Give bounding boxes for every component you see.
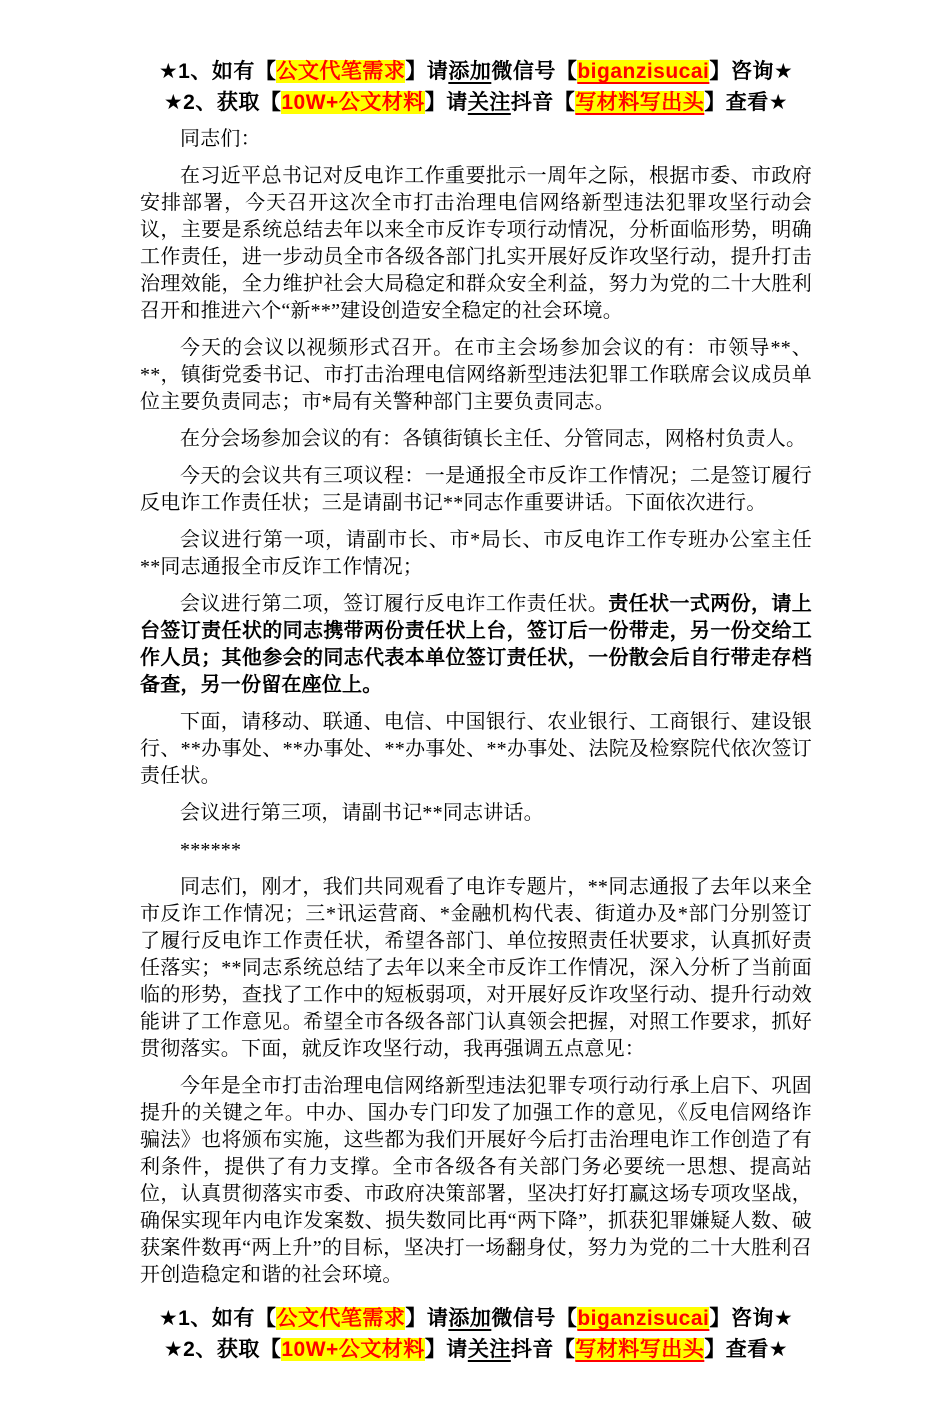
text-run: 在习近平总书记对反电诈工作重要批示一周年之际，根据市委、市政府安排部署，今天召开这次全市打击治理电信网络新型违法犯罪攻坚行动会议，主要是系统总结去年以来全市反诈专项行动情况，分析面临形势，明确工作责任，进一步动员全市各级各部门扎实开展好反诈攻坚行动，提升打击治理效能，全力维护社会大局稳定和群众安全利益，努力为党的二十大胜利召开和推进六个“新**”建设创造安全稳定的社会环境。 bbox=[140, 165, 812, 322]
text-run: 10W+公文材料 bbox=[281, 91, 425, 114]
text-run: 会议进行第一项，请副市长、市*局长、市反电诈工作专班办公室主任**同志通报全市反诈工作情况； bbox=[140, 529, 812, 578]
text-run: 今天的会议以视频形式召开。在市主会场参加会议的有：市领导**、**，镇街党委书记、市打击治理电信网络新型违法犯罪工作联席会议成员单位主要负责同志；市*局有关警种部门主要负责同志。 bbox=[140, 337, 812, 413]
text-run: ★1、如有【 bbox=[158, 60, 277, 83]
text-run: 下面，请移动、联通、电信、中国银行、农业银行、工商银行、建设银行、**办事处、**办事处、**办事处、**办事处、法院及检察院代依次签订责任状。 bbox=[140, 711, 812, 787]
text-run: 同志们，刚才，我们共同观看了电诈专题片，**同志通报了去年以来全市反诈工作情况；三*讯运营商、*金融机构代表、街道办及*部门分别签订了履行反电诈工作责任状，希望各部门、单位按照责任状要求，认真抓好责任落实；**同志系统总结了去年以来全市反诈工作情况，深入分析了当前面临的形势，查找了工作中的短板弱项，对开展好反诈攻坚行动、提升行动效能讲了工作意见。希望全市各级各部门认真领会把握，对照工作要求，抓好贯彻落实。下面，就反诈攻坚行动，我再强调五点意见： bbox=[140, 876, 812, 1060]
paragraph-12 bbox=[140, 1073, 812, 1289]
text-run: 公文代笔需求 bbox=[276, 1307, 406, 1330]
paragraph-4 bbox=[140, 426, 812, 453]
text-run: 关注 bbox=[467, 1338, 511, 1361]
text-run: 公文代笔需求 bbox=[276, 60, 406, 83]
promo-line-1 bbox=[140, 1303, 812, 1334]
paragraph-9 bbox=[140, 800, 812, 827]
text-run: 写材料写出头 bbox=[575, 91, 705, 114]
text-run: 写材料写出头 bbox=[575, 1338, 705, 1361]
paragraph-10 bbox=[140, 837, 812, 864]
promo-footer bbox=[140, 1303, 812, 1365]
text-run: 今天的会议共有三项议程：一是通报全市反诈工作情况；二是签订履行反电诈工作责任状；三是请副书记**同志作重要讲话。下面依次进行。 bbox=[140, 465, 812, 514]
text-run: ★2、获取【 bbox=[163, 1338, 282, 1361]
paragraph-11 bbox=[140, 874, 812, 1063]
text-run: 今年是全市打击治理电信网络新型违法犯罪专项行动行承上启下、巩固提升的关键之年。中办、国办专门印发了加强工作的意见，《反电信网络诈骗法》也将颁布实施，这些都为我们开展好今后打击治理电诈工作创造了有利条件，提供了有力支撑。全市各级各有关部门务必要统一思想、提高站位，认真贯彻落实市委、市政府决策部署，坚决打好打赢这场专项攻坚战，确保实现年内电诈发案数、损失数同比再“两下降”，抓获犯罪嫌疑人数、破获案件数再“两上升”的目标，坚决打一场翻身仗，努力为党的二十大胜利召开创造稳定和谐的社会环境。 bbox=[140, 1075, 812, 1286]
text-run: 抖音【 bbox=[510, 91, 576, 114]
text-run: 添加 bbox=[448, 1307, 492, 1330]
text-run: 】咨询★ bbox=[709, 60, 794, 83]
text-run: ★1、如有【 bbox=[158, 1307, 277, 1330]
text-run: 微信号【 bbox=[491, 60, 578, 83]
text-run: 】查看★ bbox=[704, 91, 789, 114]
text-run: ****** bbox=[180, 839, 242, 861]
paragraph-7 bbox=[140, 591, 812, 699]
text-run: 会议进行第二项，签订履行反电诈工作责任状。 bbox=[180, 593, 609, 615]
text-run: 】请 bbox=[424, 91, 468, 114]
text-run: 】查看★ bbox=[704, 1338, 789, 1361]
text-run: 】请 bbox=[405, 60, 449, 83]
text-run: 】请 bbox=[424, 1338, 468, 1361]
text-run: 会议进行第三项，请副书记**同志讲话。 bbox=[180, 802, 544, 824]
promo-line-1 bbox=[140, 56, 812, 87]
text-run: 责任状一式两份，请上台签订责任状的同志携带两份责任状上台，签订后一份带走，另一份交给工作人员；其他参会的同志代表本单位签订责任状，一份散会后自行带走存档备查，另一份留在座位上。 bbox=[140, 593, 813, 696]
document-body bbox=[140, 126, 812, 1289]
promo-line-2 bbox=[140, 1334, 812, 1365]
promo-header bbox=[140, 56, 812, 118]
text-run: 10W+公文材料 bbox=[281, 1338, 425, 1361]
text-run: biganzisucai bbox=[577, 1307, 710, 1330]
text-run: 】请 bbox=[405, 1307, 449, 1330]
text-run: 同志们： bbox=[180, 128, 261, 150]
text-run: 微信号【 bbox=[491, 1307, 578, 1330]
text-run: 在分会场参加会议的有：各镇街镇长主任、分管同志，网格村负责人。 bbox=[180, 428, 807, 450]
paragraph-3 bbox=[140, 335, 812, 416]
paragraph-5 bbox=[140, 463, 812, 517]
paragraph-1 bbox=[140, 126, 812, 153]
text-run: ★2、获取【 bbox=[163, 91, 282, 114]
promo-line-2 bbox=[140, 87, 812, 118]
text-run: biganzisucai bbox=[577, 60, 710, 83]
text-run: 添加 bbox=[448, 60, 492, 83]
text-run: 抖音【 bbox=[510, 1338, 576, 1361]
paragraph-8 bbox=[140, 709, 812, 790]
text-run: 】咨询★ bbox=[709, 1307, 794, 1330]
paragraph-2 bbox=[140, 163, 812, 325]
text-run: 关注 bbox=[467, 91, 511, 114]
paragraph-6 bbox=[140, 527, 812, 581]
